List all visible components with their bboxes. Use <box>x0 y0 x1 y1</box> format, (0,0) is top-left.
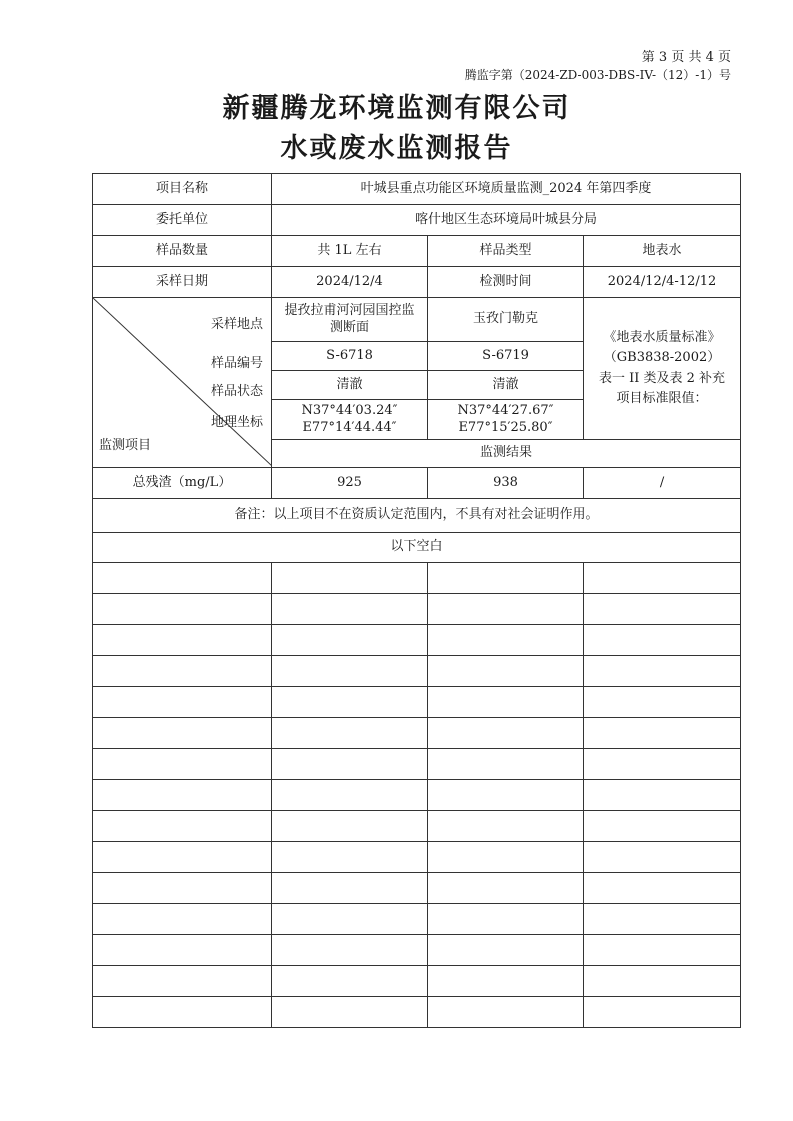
empty-cell <box>272 935 428 966</box>
test-time-label: 检测时间 <box>428 267 584 298</box>
blank-row <box>93 533 741 563</box>
empty-cell <box>428 749 584 780</box>
empty-cell <box>272 997 428 1028</box>
empty-cell <box>93 594 272 625</box>
quantity-label: 样品数量 <box>93 236 272 267</box>
empty-cell <box>93 811 272 842</box>
empty-cell <box>272 811 428 842</box>
empty-cell <box>93 656 272 687</box>
site-2: 玉孜门勒克 <box>428 298 584 342</box>
empty-cell <box>584 563 741 594</box>
empty-cell <box>93 563 272 594</box>
empty-row <box>93 935 741 966</box>
empty-cell <box>272 718 428 749</box>
empty-cell <box>93 873 272 904</box>
empty-row <box>93 873 741 904</box>
project-value: 叶城县重点功能区环境质量监测_2024 年第四季度 <box>272 174 741 205</box>
empty-cell <box>93 966 272 997</box>
empty-row <box>93 842 741 873</box>
empty-cell <box>93 997 272 1028</box>
empty-cell <box>93 935 272 966</box>
empty-cell <box>272 749 428 780</box>
empty-row <box>93 594 741 625</box>
param-limit: / <box>584 468 741 499</box>
note-row <box>93 499 741 533</box>
empty-cell <box>272 780 428 811</box>
empty-cell <box>93 749 272 780</box>
empty-row <box>93 563 741 594</box>
empty-cell <box>93 687 272 718</box>
empty-cell <box>584 997 741 1028</box>
empty-cell <box>93 780 272 811</box>
empty-cell <box>428 811 584 842</box>
empty-cell <box>93 842 272 873</box>
diag-item-label: 监测项目 <box>99 438 152 453</box>
sampling-date-label: 采样日期 <box>93 267 272 298</box>
quantity-row <box>93 236 741 267</box>
client-label: 委托单位 <box>93 205 272 236</box>
param-row <box>93 468 741 499</box>
report-table <box>92 173 741 1028</box>
empty-cell <box>584 842 741 873</box>
empty-row <box>93 997 741 1028</box>
empty-cell <box>428 904 584 935</box>
date-row <box>93 267 741 298</box>
result-2: 938 <box>428 468 584 499</box>
empty-cell <box>584 935 741 966</box>
note: 备注：以上项目不在资质认定范围内，不具有对社会证明作用。 <box>93 499 741 533</box>
empty-cell <box>428 656 584 687</box>
diagonal-header-cell <box>93 298 272 468</box>
project-row <box>93 174 741 205</box>
empty-cell <box>428 997 584 1028</box>
site-1: 提孜拉甫河河园国控监 测断面 <box>272 298 428 342</box>
empty-cell <box>93 718 272 749</box>
empty-cell <box>428 966 584 997</box>
empty-cell <box>584 625 741 656</box>
diag-state-label: 样品状态 <box>210 384 263 399</box>
empty-cell <box>272 873 428 904</box>
empty-cell <box>428 935 584 966</box>
empty-cell <box>428 625 584 656</box>
empty-cell <box>272 594 428 625</box>
quantity-value: 共 1L 左右 <box>272 236 428 267</box>
empty-row <box>93 904 741 935</box>
standard-cell: 《地表水质量标准》 （GB3838-2002） 表一 II 类及表 2 补充 项目标准限值： <box>584 298 741 440</box>
empty-cell <box>428 687 584 718</box>
empty-row <box>93 687 741 718</box>
empty-cell <box>584 687 741 718</box>
empty-cell <box>584 594 741 625</box>
empty-cell <box>93 904 272 935</box>
diag-coord-label: 地理坐标 <box>210 415 263 430</box>
empty-cell <box>584 904 741 935</box>
empty-cell <box>584 780 741 811</box>
test-time-value: 2024/12/4-12/12 <box>584 267 741 298</box>
diag-site-label: 采样地点 <box>210 317 263 332</box>
report-number: 腾监字第（2024-ZD-003-DBS-IV-（12）-1）号 <box>464 68 731 82</box>
empty-cell <box>272 687 428 718</box>
empty-row <box>93 966 741 997</box>
empty-cell <box>584 811 741 842</box>
client-value: 喀什地区生态环境局叶城县分局 <box>272 205 741 236</box>
empty-cell <box>272 656 428 687</box>
state-2: 清澈 <box>428 371 584 400</box>
state-1: 清澈 <box>272 371 428 400</box>
empty-cell <box>93 625 272 656</box>
page-number: 第 3 页 共 4 页 <box>641 50 731 65</box>
sample-type-value: 地表水 <box>584 236 741 267</box>
empty-row <box>93 656 741 687</box>
empty-row <box>93 780 741 811</box>
diag-code-label: 样品编号 <box>210 356 263 371</box>
empty-cell <box>584 966 741 997</box>
empty-cell <box>272 904 428 935</box>
empty-cell <box>584 873 741 904</box>
empty-cell <box>272 625 428 656</box>
coord-2: N37°44′27.67″ E77°15′25.80″ <box>428 400 584 440</box>
empty-row <box>93 811 741 842</box>
empty-cell <box>272 842 428 873</box>
empty-cell <box>428 842 584 873</box>
project-label: 项目名称 <box>93 174 272 205</box>
empty-cell <box>428 873 584 904</box>
code-1: S-6718 <box>272 342 428 371</box>
coord-1: N37°44′03.24″ E77°14′44.44″ <box>272 400 428 440</box>
result-1: 925 <box>272 468 428 499</box>
blank-label: 以下空白 <box>93 533 741 563</box>
empty-cell <box>584 718 741 749</box>
empty-row <box>93 749 741 780</box>
empty-cell <box>584 656 741 687</box>
empty-cell <box>428 594 584 625</box>
organization-name: 新疆腾龙环境监测有限公司 <box>222 93 571 124</box>
sample-type-label: 样品类型 <box>428 236 584 267</box>
empty-cell <box>428 780 584 811</box>
report-title: 水或废水监测报告 <box>280 133 513 164</box>
site-row <box>93 298 741 342</box>
code-2: S-6719 <box>428 342 584 371</box>
empty-cell <box>272 563 428 594</box>
empty-cell <box>428 563 584 594</box>
empty-row <box>93 718 741 749</box>
empty-row <box>93 625 741 656</box>
client-row <box>93 205 741 236</box>
param-name: 总残渣（mg/L） <box>93 468 272 499</box>
sampling-date-value: 2024/12/4 <box>272 267 428 298</box>
empty-cell <box>428 718 584 749</box>
results-label: 监测结果 <box>272 440 741 468</box>
empty-cell <box>584 749 741 780</box>
empty-cell <box>272 966 428 997</box>
